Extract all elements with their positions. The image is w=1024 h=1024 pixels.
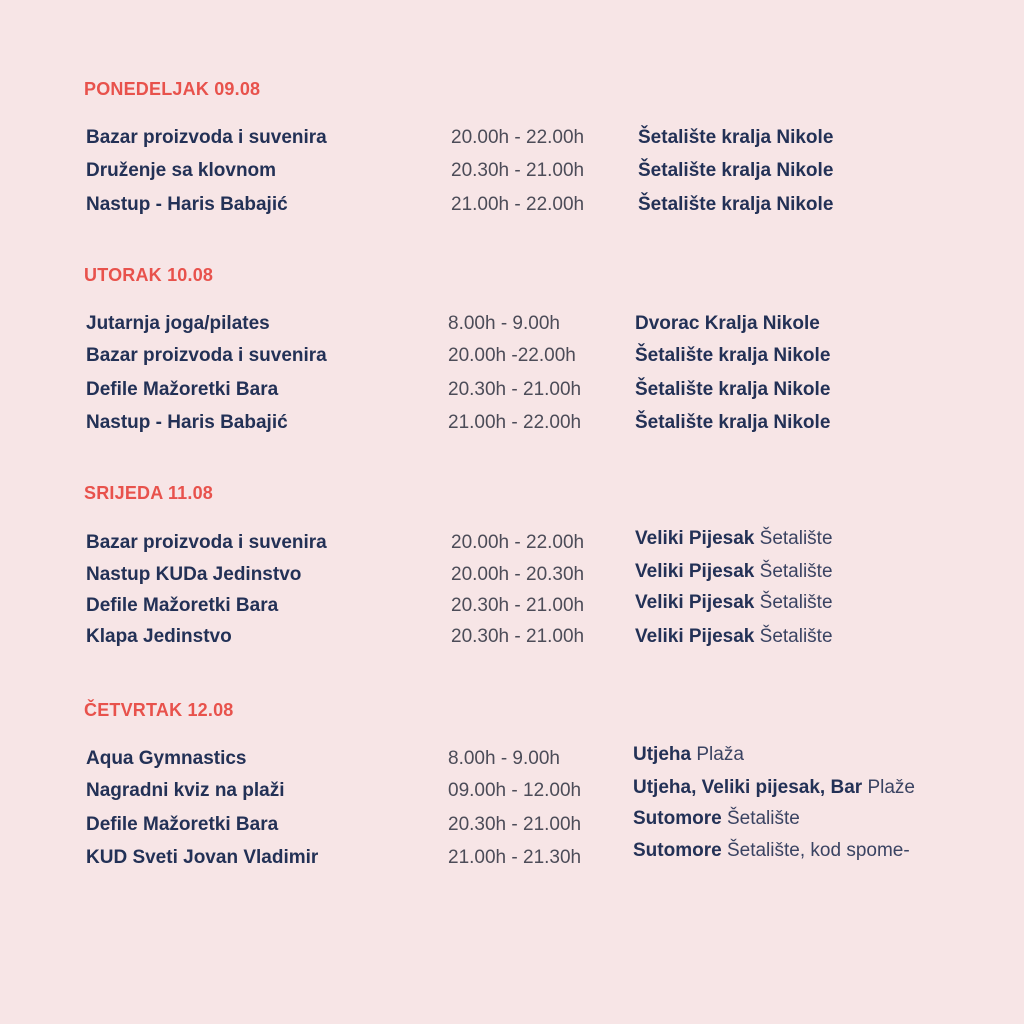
event-venue bbox=[633, 773, 915, 803]
venue-place: Sutomore bbox=[633, 808, 722, 829]
venue-place: Šetalište kralja Nikole bbox=[638, 194, 834, 215]
event-row bbox=[0, 591, 1024, 621]
event-row bbox=[0, 156, 1024, 186]
day-heading: SRIJEDA 11.08 bbox=[84, 483, 214, 503]
venue-place: Veliki Pijesak bbox=[635, 592, 755, 613]
venue-place: Dvorac Kralja Nikole bbox=[635, 313, 820, 334]
event-time: 21.00h - 22.00h bbox=[448, 412, 582, 433]
venue-place: Šetalište kralja Nikole bbox=[635, 412, 831, 433]
event-name: Bazar proizvoda i suvenira bbox=[86, 345, 327, 366]
event-name: Nastup KUDa Jedinstvo bbox=[86, 564, 302, 585]
venue-place: Šetalište kralja Nikole bbox=[638, 160, 834, 181]
event-row bbox=[0, 408, 1024, 438]
event-row bbox=[0, 840, 1024, 873]
event-venue bbox=[635, 375, 830, 405]
event-venue bbox=[635, 309, 820, 339]
event-row bbox=[0, 190, 1024, 220]
event-venue bbox=[633, 836, 910, 866]
event-venue bbox=[635, 588, 833, 618]
event-name: Nastup - Haris Babajić bbox=[86, 194, 288, 215]
event-name: Aqua Gymnastics bbox=[86, 748, 247, 769]
venue-area: Šetalište bbox=[759, 528, 833, 549]
event-row bbox=[0, 528, 1024, 558]
venue-area: Plaže bbox=[867, 777, 915, 798]
event-row bbox=[0, 744, 1024, 774]
venue-place: Utjeha, Veliki pijesak, Bar bbox=[633, 777, 863, 798]
event-name: Bazar proizvoda i suvenira bbox=[86, 532, 327, 553]
event-time: 20.00h - 20.30h bbox=[451, 564, 585, 585]
event-venue bbox=[635, 557, 833, 587]
event-venue bbox=[633, 740, 744, 770]
event-time: 20.00h - 22.00h bbox=[451, 532, 585, 553]
event-time: 8.00h - 9.00h bbox=[448, 313, 560, 334]
event-name: Defile Mažoretki Bara bbox=[86, 379, 279, 400]
event-name: Bazar proizvoda i suvenira bbox=[86, 127, 327, 148]
event-time: 21.00h - 21.30h bbox=[448, 847, 582, 868]
event-name: Defile Mažoretki Bara bbox=[86, 814, 279, 835]
event-row bbox=[0, 375, 1024, 405]
event-time: 20.30h - 21.00h bbox=[451, 595, 585, 616]
event-row bbox=[0, 309, 1024, 339]
event-time: 20.00h - 22.00h bbox=[451, 127, 585, 148]
venue-place: Šetalište kralja Nikole bbox=[635, 379, 831, 400]
venue-area: Šetalište bbox=[726, 808, 800, 829]
event-row bbox=[0, 123, 1024, 153]
venue-place: Utjeha bbox=[633, 744, 692, 765]
event-venue bbox=[638, 156, 833, 186]
event-venue bbox=[638, 190, 833, 220]
event-name: KUD Sveti Jovan Vladimir bbox=[86, 847, 319, 868]
day-heading: ČETVRTAK 12.08 bbox=[84, 700, 234, 720]
event-name: Jutarnja joga/pilates bbox=[86, 313, 270, 334]
venue-place: Sutomore bbox=[633, 840, 722, 861]
venue-place: Šetalište kralja Nikole bbox=[638, 127, 834, 148]
event-time: 20.30h - 21.00h bbox=[448, 814, 582, 835]
venue-place: Veliki Pijesak bbox=[635, 561, 755, 582]
day-heading: UTORAK 10.08 bbox=[84, 265, 214, 285]
event-venue bbox=[635, 524, 833, 554]
event-name: Defile Mažoretki Bara bbox=[86, 595, 279, 616]
event-name: Klapa Jedinstvo bbox=[86, 626, 232, 647]
day-heading: PONEDELJAK 09.08 bbox=[84, 79, 261, 99]
venue-area: Šetalište, kod spome- bbox=[726, 840, 910, 861]
event-time: 20.30h - 21.00h bbox=[451, 160, 585, 181]
event-venue bbox=[638, 123, 833, 153]
event-time: 21.00h - 22.00h bbox=[451, 194, 585, 215]
event-venue bbox=[633, 804, 800, 834]
event-time: 20.00h -22.00h bbox=[448, 345, 576, 366]
event-name: Nastup - Haris Babajić bbox=[86, 412, 288, 433]
event-venue bbox=[635, 408, 830, 438]
event-time: 20.30h - 21.00h bbox=[448, 379, 582, 400]
venue-area: Plaža bbox=[696, 744, 744, 765]
event-row bbox=[0, 560, 1024, 590]
event-time: 8.00h - 9.00h bbox=[448, 748, 560, 769]
venue-place: Veliki Pijesak bbox=[635, 528, 755, 549]
event-row bbox=[0, 776, 1024, 806]
venue-area: Šetalište bbox=[759, 626, 833, 647]
event-row bbox=[0, 341, 1024, 371]
venue-area: Šetalište bbox=[759, 592, 833, 613]
event-venue bbox=[635, 622, 833, 652]
event-name: Nagradni kviz na plaži bbox=[86, 780, 285, 801]
event-venue bbox=[635, 341, 830, 371]
venue-area: Šetalište bbox=[759, 561, 833, 582]
venue-place: Veliki Pijesak bbox=[635, 626, 755, 647]
event-row bbox=[0, 622, 1024, 652]
event-name: Druženje sa klovnom bbox=[86, 160, 277, 181]
venue-place: Šetalište kralja Nikole bbox=[635, 345, 831, 366]
event-time: 09.00h - 12.00h bbox=[448, 780, 582, 801]
event-time: 20.30h - 21.00h bbox=[451, 626, 585, 647]
